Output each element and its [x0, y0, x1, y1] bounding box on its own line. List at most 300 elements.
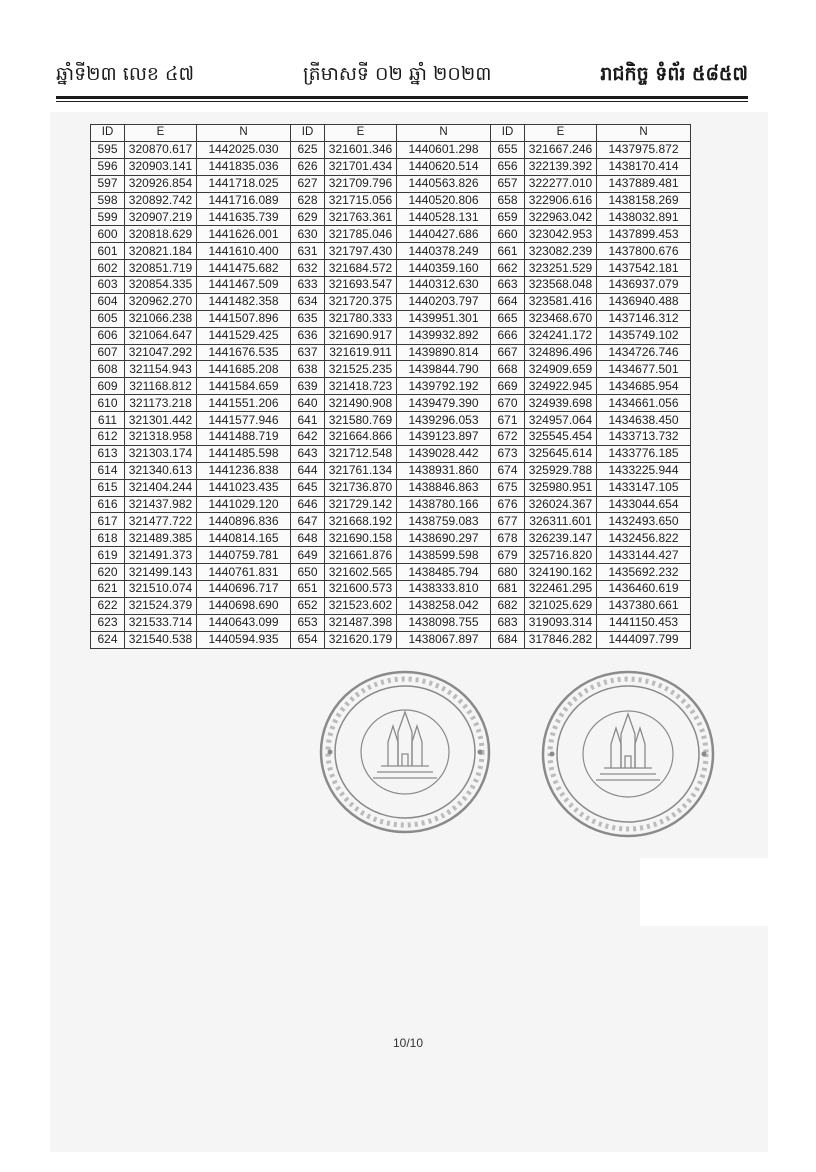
table-cell: 321491.373 [125, 547, 197, 564]
table-row [91, 429, 691, 446]
table-cell: 1440896.836 [197, 513, 291, 530]
table-cell: 635 [291, 310, 325, 327]
table-row [91, 496, 691, 513]
table-cell: 1439123.897 [397, 429, 491, 446]
table-cell: 652 [291, 597, 325, 614]
table-cell: 604 [91, 293, 125, 310]
table-cell: 321064.647 [125, 327, 197, 344]
gazette-header [56, 58, 748, 94]
table-cell: 649 [291, 547, 325, 564]
table-row [91, 175, 691, 192]
table-cell: 320854.335 [125, 277, 197, 294]
table-row [91, 344, 691, 361]
table-cell: 1438599.598 [397, 547, 491, 564]
table-cell: 323568.048 [525, 277, 597, 294]
table-cell: 325929.788 [525, 462, 597, 479]
table-row [91, 192, 691, 209]
table-cell: 321715.056 [325, 192, 397, 209]
table-cell: 1441029.120 [197, 496, 291, 513]
table-cell: 643 [291, 445, 325, 462]
table-cell: 1441835.036 [197, 158, 291, 175]
page-number: 10/10 [392, 1036, 424, 1050]
column-header: N [197, 125, 291, 142]
table-cell: 1439932.892 [397, 327, 491, 344]
table-cell: 1439844.790 [397, 361, 491, 378]
table-cell: 601 [91, 243, 125, 260]
table-cell: 1441551.206 [197, 395, 291, 412]
table-cell: 320870.617 [125, 141, 197, 158]
table-cell: 1434638.450 [597, 412, 691, 429]
table-cell: 654 [291, 631, 325, 648]
temple-seal-icon [318, 668, 492, 836]
table-row [91, 479, 691, 496]
table-cell: 1440696.717 [197, 581, 291, 598]
table-cell: 321154.943 [125, 361, 197, 378]
table-row [91, 141, 691, 158]
column-header: N [397, 125, 491, 142]
table-cell: 673 [491, 445, 525, 462]
table-cell: 321667.246 [525, 141, 597, 158]
table-cell: 608 [91, 361, 125, 378]
column-header: N [597, 125, 691, 142]
table-row [91, 226, 691, 243]
table-cell: 323468.670 [525, 310, 597, 327]
table-cell: 321668.192 [325, 513, 397, 530]
table-cell: 646 [291, 496, 325, 513]
table-cell: 602 [91, 260, 125, 277]
table-cell: 321318.958 [125, 429, 197, 446]
table-cell: 321489.385 [125, 530, 197, 547]
header-rule-thick [56, 96, 748, 99]
table-cell: 626 [291, 158, 325, 175]
table-row [91, 361, 691, 378]
table-cell: 321661.876 [325, 547, 397, 564]
table-cell: 1439792.192 [397, 378, 491, 395]
table-cell: 321619.911 [325, 344, 397, 361]
table-cell: 1444097.799 [597, 631, 691, 648]
table-cell: 324939.698 [525, 395, 597, 412]
table-cell: 321600.573 [325, 581, 397, 598]
table-cell: 1434726.746 [597, 344, 691, 361]
table-cell: 1437800.676 [597, 243, 691, 260]
table-cell: 598 [91, 192, 125, 209]
coordinate-table [90, 124, 691, 649]
table-cell: 682 [491, 597, 525, 614]
table-cell: 625 [291, 141, 325, 158]
table-cell: 655 [491, 141, 525, 158]
table-cell: 1441584.659 [197, 378, 291, 395]
table-cell: 648 [291, 530, 325, 547]
table-cell: 1440427.686 [397, 226, 491, 243]
temple-seal-icon [540, 668, 716, 840]
table-cell: 320821.184 [125, 243, 197, 260]
table-cell: 1438759.083 [397, 513, 491, 530]
table-cell: 670 [491, 395, 525, 412]
table-cell: 321404.244 [125, 479, 197, 496]
table-cell: 1437542.181 [597, 260, 691, 277]
table-cell: 324922.945 [525, 378, 597, 395]
table-cell: 321785.046 [325, 226, 397, 243]
table-cell: 595 [91, 141, 125, 158]
table-cell: 650 [291, 564, 325, 581]
table-cell: 321601.346 [325, 141, 397, 158]
table-cell: 1441485.598 [197, 445, 291, 462]
table-cell: 603 [91, 277, 125, 294]
table-body [91, 141, 691, 648]
table-cell: 321736.870 [325, 479, 397, 496]
table-cell: 1441488.719 [197, 429, 291, 446]
table-cell: 321720.375 [325, 293, 397, 310]
table-cell: 662 [491, 260, 525, 277]
table-cell: 322139.392 [525, 158, 597, 175]
table-cell: 638 [291, 361, 325, 378]
table-cell: 321693.547 [325, 277, 397, 294]
table-cell: 668 [491, 361, 525, 378]
table-cell: 1432456.822 [597, 530, 691, 547]
table-cell: 606 [91, 327, 125, 344]
table-cell: 317846.282 [525, 631, 597, 648]
table-cell: 323581.416 [525, 293, 597, 310]
header-rule-thin [56, 101, 748, 102]
table-cell: 321602.565 [325, 564, 397, 581]
table-cell: 321490.908 [325, 395, 397, 412]
table-cell: 657 [491, 175, 525, 192]
table-cell: 675 [491, 479, 525, 496]
table-cell: 1440563.826 [397, 175, 491, 192]
scan-blank-patch [640, 858, 768, 926]
table-cell: 1441529.425 [197, 327, 291, 344]
table-cell: 607 [91, 344, 125, 361]
table-cell: 637 [291, 344, 325, 361]
table-cell: 321580.769 [325, 412, 397, 429]
table-row [91, 631, 691, 648]
table-cell: 322277.010 [525, 175, 597, 192]
table-cell: 1440312.630 [397, 277, 491, 294]
table-cell: 1437975.872 [597, 141, 691, 158]
table-cell: 1438846.863 [397, 479, 491, 496]
table-cell: 321168.812 [125, 378, 197, 395]
table-cell: 605 [91, 310, 125, 327]
table-cell: 680 [491, 564, 525, 581]
table-cell: 322906.616 [525, 192, 597, 209]
table-cell: 641 [291, 412, 325, 429]
table-cell: 679 [491, 547, 525, 564]
table-cell: 325545.454 [525, 429, 597, 446]
column-header: E [125, 125, 197, 142]
table-cell: 663 [491, 277, 525, 294]
table-cell: 1441467.509 [197, 277, 291, 294]
table-cell: 1434677.501 [597, 361, 691, 378]
table-cell: 623 [91, 614, 125, 631]
table-cell: 321025.629 [525, 597, 597, 614]
table-cell: 321780.333 [325, 310, 397, 327]
table-cell: 323082.239 [525, 243, 597, 260]
table-row [91, 260, 691, 277]
header-quarter: ត្រីមាសទី ០២ ឆ្នាំ ២០២៣ [303, 63, 492, 85]
table-cell: 660 [491, 226, 525, 243]
table-row [91, 209, 691, 226]
table-row [91, 513, 691, 530]
table-cell: 1441482.358 [197, 293, 291, 310]
table-cell: 1433044.654 [597, 496, 691, 513]
table-cell: 322963.042 [525, 209, 597, 226]
table-cell: 1436460.619 [597, 581, 691, 598]
table-cell: 613 [91, 445, 125, 462]
table-row [91, 293, 691, 310]
table-cell: 1439951.301 [397, 310, 491, 327]
table-cell: 596 [91, 158, 125, 175]
table-cell: 1441236.838 [197, 462, 291, 479]
table-row [91, 597, 691, 614]
table-cell: 1441685.208 [197, 361, 291, 378]
table-cell: 1433713.732 [597, 429, 691, 446]
table-cell: 324957.064 [525, 412, 597, 429]
table-cell: 624 [91, 631, 125, 648]
table-cell: 609 [91, 378, 125, 395]
table-cell: 1440203.797 [397, 293, 491, 310]
table-cell: 321418.723 [325, 378, 397, 395]
table-cell: 618 [91, 530, 125, 547]
table-cell: 612 [91, 429, 125, 446]
table-cell: 321340.613 [125, 462, 197, 479]
table-cell: 1440528.131 [397, 209, 491, 226]
table-cell: 321303.174 [125, 445, 197, 462]
table-cell: 323042.953 [525, 226, 597, 243]
table-cell: 617 [91, 513, 125, 530]
table-cell: 320903.141 [125, 158, 197, 175]
table-cell: 1438098.755 [397, 614, 491, 631]
table-cell: 1433776.185 [597, 445, 691, 462]
table-cell: 619 [91, 547, 125, 564]
table-cell: 616 [91, 496, 125, 513]
table-cell: 1438931.860 [397, 462, 491, 479]
table-cell: 1432493.650 [597, 513, 691, 530]
table-cell: 1440814.165 [197, 530, 291, 547]
table-cell: 600 [91, 226, 125, 243]
table-cell: 324241.172 [525, 327, 597, 344]
table-cell: 320892.742 [125, 192, 197, 209]
table-cell: 1438158.269 [597, 192, 691, 209]
table-cell: 659 [491, 209, 525, 226]
table-cell: 1437146.312 [597, 310, 691, 327]
header-page-ref: រាជកិច្ច ទំព័រ ៥៨៥៧ [600, 63, 748, 85]
table-cell: 1433144.427 [597, 547, 691, 564]
table-cell: 1439028.442 [397, 445, 491, 462]
table-cell: 628 [291, 192, 325, 209]
table-cell: 647 [291, 513, 325, 530]
table-cell: 323251.529 [525, 260, 597, 277]
header-issue: ឆ្នាំទី២៣ លេខ ៤៧ [56, 63, 195, 85]
table-cell: 1438333.810 [397, 581, 491, 598]
table-row [91, 614, 691, 631]
table-cell: 642 [291, 429, 325, 446]
table-cell: 321664.866 [325, 429, 397, 446]
table-cell: 321684.572 [325, 260, 397, 277]
table-cell: 683 [491, 614, 525, 631]
table-cell: 1440620.514 [397, 158, 491, 175]
table-cell: 658 [491, 192, 525, 209]
table-cell: 322461.295 [525, 581, 597, 598]
table-cell: 599 [91, 209, 125, 226]
table-cell: 636 [291, 327, 325, 344]
table-row [91, 327, 691, 344]
table-row [91, 310, 691, 327]
table-cell: 326024.367 [525, 496, 597, 513]
table-cell: 645 [291, 479, 325, 496]
table-cell: 1436940.488 [597, 293, 691, 310]
table-cell: 321763.361 [325, 209, 397, 226]
table-cell: 321437.982 [125, 496, 197, 513]
table-cell: 615 [91, 479, 125, 496]
table-cell: 1435749.102 [597, 327, 691, 344]
table-cell: 622 [91, 597, 125, 614]
table-cell: 676 [491, 496, 525, 513]
table-cell: 1439296.053 [397, 412, 491, 429]
table-cell: 678 [491, 530, 525, 547]
table-cell: 325645.614 [525, 445, 597, 462]
table-cell: 321709.796 [325, 175, 397, 192]
table-cell: 677 [491, 513, 525, 530]
table-cell: 321620.179 [325, 631, 397, 648]
column-header: ID [291, 125, 325, 142]
table-cell: 1441635.739 [197, 209, 291, 226]
table-cell: 1438485.794 [397, 564, 491, 581]
table-cell: 1441626.001 [197, 226, 291, 243]
table-cell: 664 [491, 293, 525, 310]
table-cell: 640 [291, 395, 325, 412]
table-cell: 321510.074 [125, 581, 197, 598]
table-cell: 614 [91, 462, 125, 479]
table-cell: 610 [91, 395, 125, 412]
table-cell: 633 [291, 277, 325, 294]
table-cell: 324190.162 [525, 564, 597, 581]
table-cell: 1433147.105 [597, 479, 691, 496]
table-row [91, 462, 691, 479]
table-cell: 319093.314 [525, 614, 597, 631]
table-cell: 634 [291, 293, 325, 310]
table-cell: 321540.538 [125, 631, 197, 648]
table-cell: 326311.601 [525, 513, 597, 530]
table-cell: 627 [291, 175, 325, 192]
table-cell: 1435692.232 [597, 564, 691, 581]
table-row [91, 378, 691, 395]
column-header: ID [91, 125, 125, 142]
table-row [91, 581, 691, 598]
table-cell: 325980.951 [525, 479, 597, 496]
table-cell: 667 [491, 344, 525, 361]
table-cell: 669 [491, 378, 525, 395]
table-cell: 321066.238 [125, 310, 197, 327]
table-row [91, 277, 691, 294]
table-cell: 321701.434 [325, 158, 397, 175]
table-cell: 321690.158 [325, 530, 397, 547]
table-cell: 321524.379 [125, 597, 197, 614]
table-cell: 672 [491, 429, 525, 446]
table-cell: 1441023.435 [197, 479, 291, 496]
table-row [91, 158, 691, 175]
table-cell: 321525.235 [325, 361, 397, 378]
table-cell: 1439890.814 [397, 344, 491, 361]
table-cell: 665 [491, 310, 525, 327]
table-cell: 321173.218 [125, 395, 197, 412]
table-row [91, 547, 691, 564]
table-cell: 1441676.535 [197, 344, 291, 361]
table-cell: 644 [291, 462, 325, 479]
table-cell: 325716.820 [525, 547, 597, 564]
table-cell: 1440359.160 [397, 260, 491, 277]
table-cell: 1438067.897 [397, 631, 491, 648]
table-cell: 1442025.030 [197, 141, 291, 158]
table-cell: 320962.270 [125, 293, 197, 310]
table-cell: 674 [491, 462, 525, 479]
table-cell: 1439479.390 [397, 395, 491, 412]
table-cell: 671 [491, 412, 525, 429]
table-cell: 1434661.056 [597, 395, 691, 412]
table-row [91, 530, 691, 547]
table-cell: 1440378.249 [397, 243, 491, 260]
table-cell: 1441150.453 [597, 614, 691, 631]
table-cell: 1437899.453 [597, 226, 691, 243]
table-cell: 1438032.891 [597, 209, 691, 226]
table-cell: 324896.496 [525, 344, 597, 361]
table-cell: 1441610.400 [197, 243, 291, 260]
table-cell: 651 [291, 581, 325, 598]
table-row [91, 412, 691, 429]
table-cell: 321301.442 [125, 412, 197, 429]
table-cell: 321523.602 [325, 597, 397, 614]
table-cell: 611 [91, 412, 125, 429]
table-cell: 1438780.166 [397, 496, 491, 513]
table-header-row [91, 125, 691, 142]
table-cell: 320818.629 [125, 226, 197, 243]
table-cell: 321761.134 [325, 462, 397, 479]
table-cell: 321797.430 [325, 243, 397, 260]
table-cell: 321729.142 [325, 496, 397, 513]
table-cell: 324909.659 [525, 361, 597, 378]
table-cell: 661 [491, 243, 525, 260]
table-cell: 1438258.042 [397, 597, 491, 614]
column-header: ID [491, 125, 525, 142]
table-cell: 681 [491, 581, 525, 598]
table-row [91, 564, 691, 581]
table-cell: 321477.722 [125, 513, 197, 530]
table-cell: 1434685.954 [597, 378, 691, 395]
table-cell: 321499.143 [125, 564, 197, 581]
table-cell: 630 [291, 226, 325, 243]
table-cell: 1440594.935 [197, 631, 291, 648]
table-cell: 1438690.297 [397, 530, 491, 547]
table-cell: 666 [491, 327, 525, 344]
table-cell: 639 [291, 378, 325, 395]
table-cell: 321487.398 [325, 614, 397, 631]
table-cell: 321712.548 [325, 445, 397, 462]
column-header: E [325, 125, 397, 142]
table-cell: 656 [491, 158, 525, 175]
table-cell: 1440698.690 [197, 597, 291, 614]
table-cell: 1440761.831 [197, 564, 291, 581]
table-cell: 1438170.414 [597, 158, 691, 175]
table-cell: 321047.292 [125, 344, 197, 361]
table-cell: 320926.854 [125, 175, 197, 192]
table-cell: 632 [291, 260, 325, 277]
table-cell: 1441716.089 [197, 192, 291, 209]
table-cell: 653 [291, 614, 325, 631]
table-cell: 1440643.099 [197, 614, 291, 631]
table-cell: 321533.714 [125, 614, 197, 631]
table-cell: 1433225.944 [597, 462, 691, 479]
table-cell: 320907.219 [125, 209, 197, 226]
table-row [91, 243, 691, 260]
